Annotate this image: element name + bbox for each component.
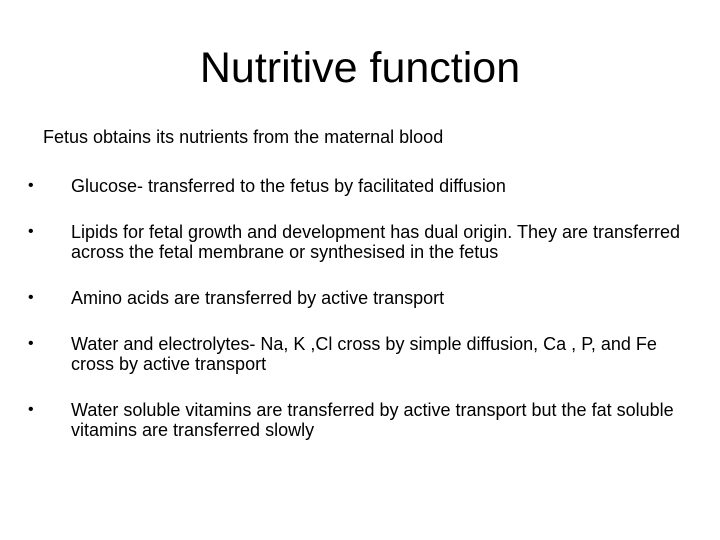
bullet-item: [28, 334, 688, 374]
bullet-text: Amino acids are transferred by active transport: [71, 288, 445, 308]
bullet-dot-icon: •: [28, 401, 34, 418]
bullet-dot-icon: •: [28, 223, 34, 240]
bullet-item: [28, 400, 688, 440]
bullet-item: [28, 176, 688, 196]
bullet-item: [28, 288, 688, 308]
bullet-text: Glucose- transferred to the fetus by facilitated diffusion: [71, 176, 506, 196]
bullet-text: Lipids for fetal growth and development has dual origin. They are transferred across the fetal membrane or synthesised in the fetus: [71, 222, 681, 262]
bullet-text: Water and electrolytes- Na, K ,Cl cross by simple diffusion, Ca , P, and Fe cross by active transport: [71, 334, 657, 374]
slide-title: Nutritive function: [199, 44, 521, 92]
bullet-text: Water soluble vitamins are transferred by active transport but the fat soluble vitamins are transferred slowly: [71, 400, 674, 440]
bullet-item: [28, 222, 688, 262]
bullet-dot-icon: •: [28, 335, 34, 352]
bullet-list: [28, 176, 688, 466]
intro-text: Fetus obtains its nutrients from the maternal blood: [43, 127, 444, 147]
bullet-dot-icon: •: [28, 177, 34, 194]
bullet-dot-icon: •: [28, 289, 34, 306]
